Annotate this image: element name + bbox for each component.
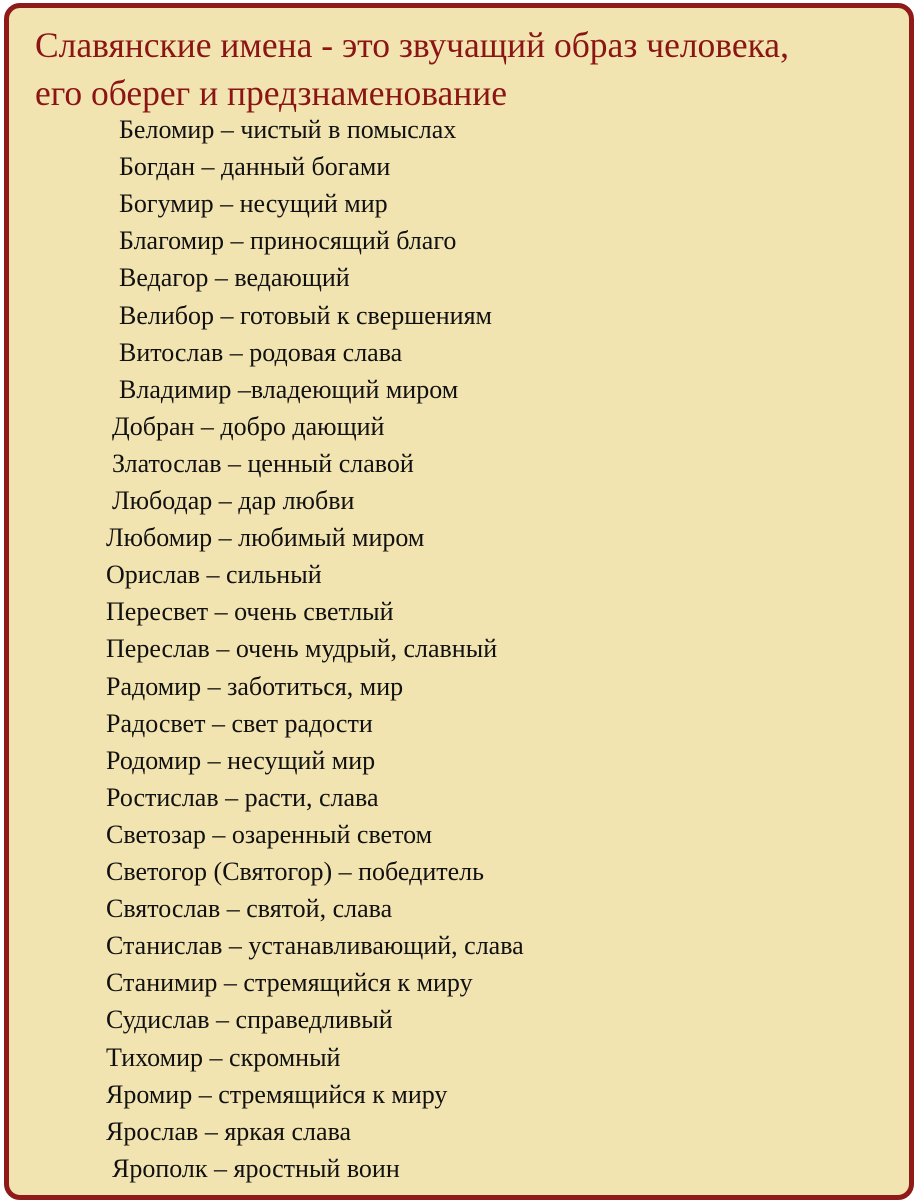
name-entry: Владимир –владеющий миром [119,374,459,404]
name-entry: Богдан – данный богами [119,152,391,182]
name-entry: Орислав – сильный [106,560,322,590]
name-entry: Златослав – ценный славой [112,448,414,478]
names-list [9,8,909,1195]
name-entry: Святослав – святой, слава [106,894,393,924]
name-entry: Тихомир – скромный [106,1042,341,1072]
card-frame [4,3,914,1200]
name-entry: Станислав – устанавливающий, слава [106,931,524,961]
name-entry: Радосвет – свет радости [106,708,373,738]
name-entry: Добран – добро дающий [112,411,385,441]
name-entry: Велибор – готовый к свершениям [119,300,492,330]
name-entry: Любодар – дар любви [112,486,355,515]
name-entry: Пересвет – очень светлый [106,597,394,627]
name-entry: Судислав – справедливый [106,1005,393,1035]
name-entry: Ярослав – яркая слава [106,1116,352,1146]
name-entry: Витослав – родовая слава [119,337,403,367]
heading-line-1: Славянские имена - это звучащий образ человека, [35,25,789,65]
name-entry: Родомир – несущий мир [106,745,376,775]
name-entry: Ведагор – ведающий [119,263,350,293]
name-entry: Благомир – приносящий благо [119,226,457,256]
name-entry: Светозар – озаренный светом [106,819,433,849]
name-entry: Любомир – любимый миром [106,523,425,553]
name-entry: Яромир – стремящийся к миру [106,1079,448,1109]
name-entry: Радомир – заботиться, мир [106,671,404,701]
name-entry: Ростислав – расти, слава [106,782,379,812]
name-entry: Ярополк – яростный воин [112,1153,400,1183]
name-entry: Светогор (Святогор) – победитель [106,857,485,886]
name-entry: Богумир – несущий мир [119,189,388,219]
name-entry: Переслав – очень мудрый, славный [106,634,498,664]
name-entry: Станимир – стремящийся к миру [106,968,473,998]
heading-line-2: его оберег и предзнаменование [35,73,508,113]
name-entry: Беломир – чистый в помыслах [119,115,457,144]
